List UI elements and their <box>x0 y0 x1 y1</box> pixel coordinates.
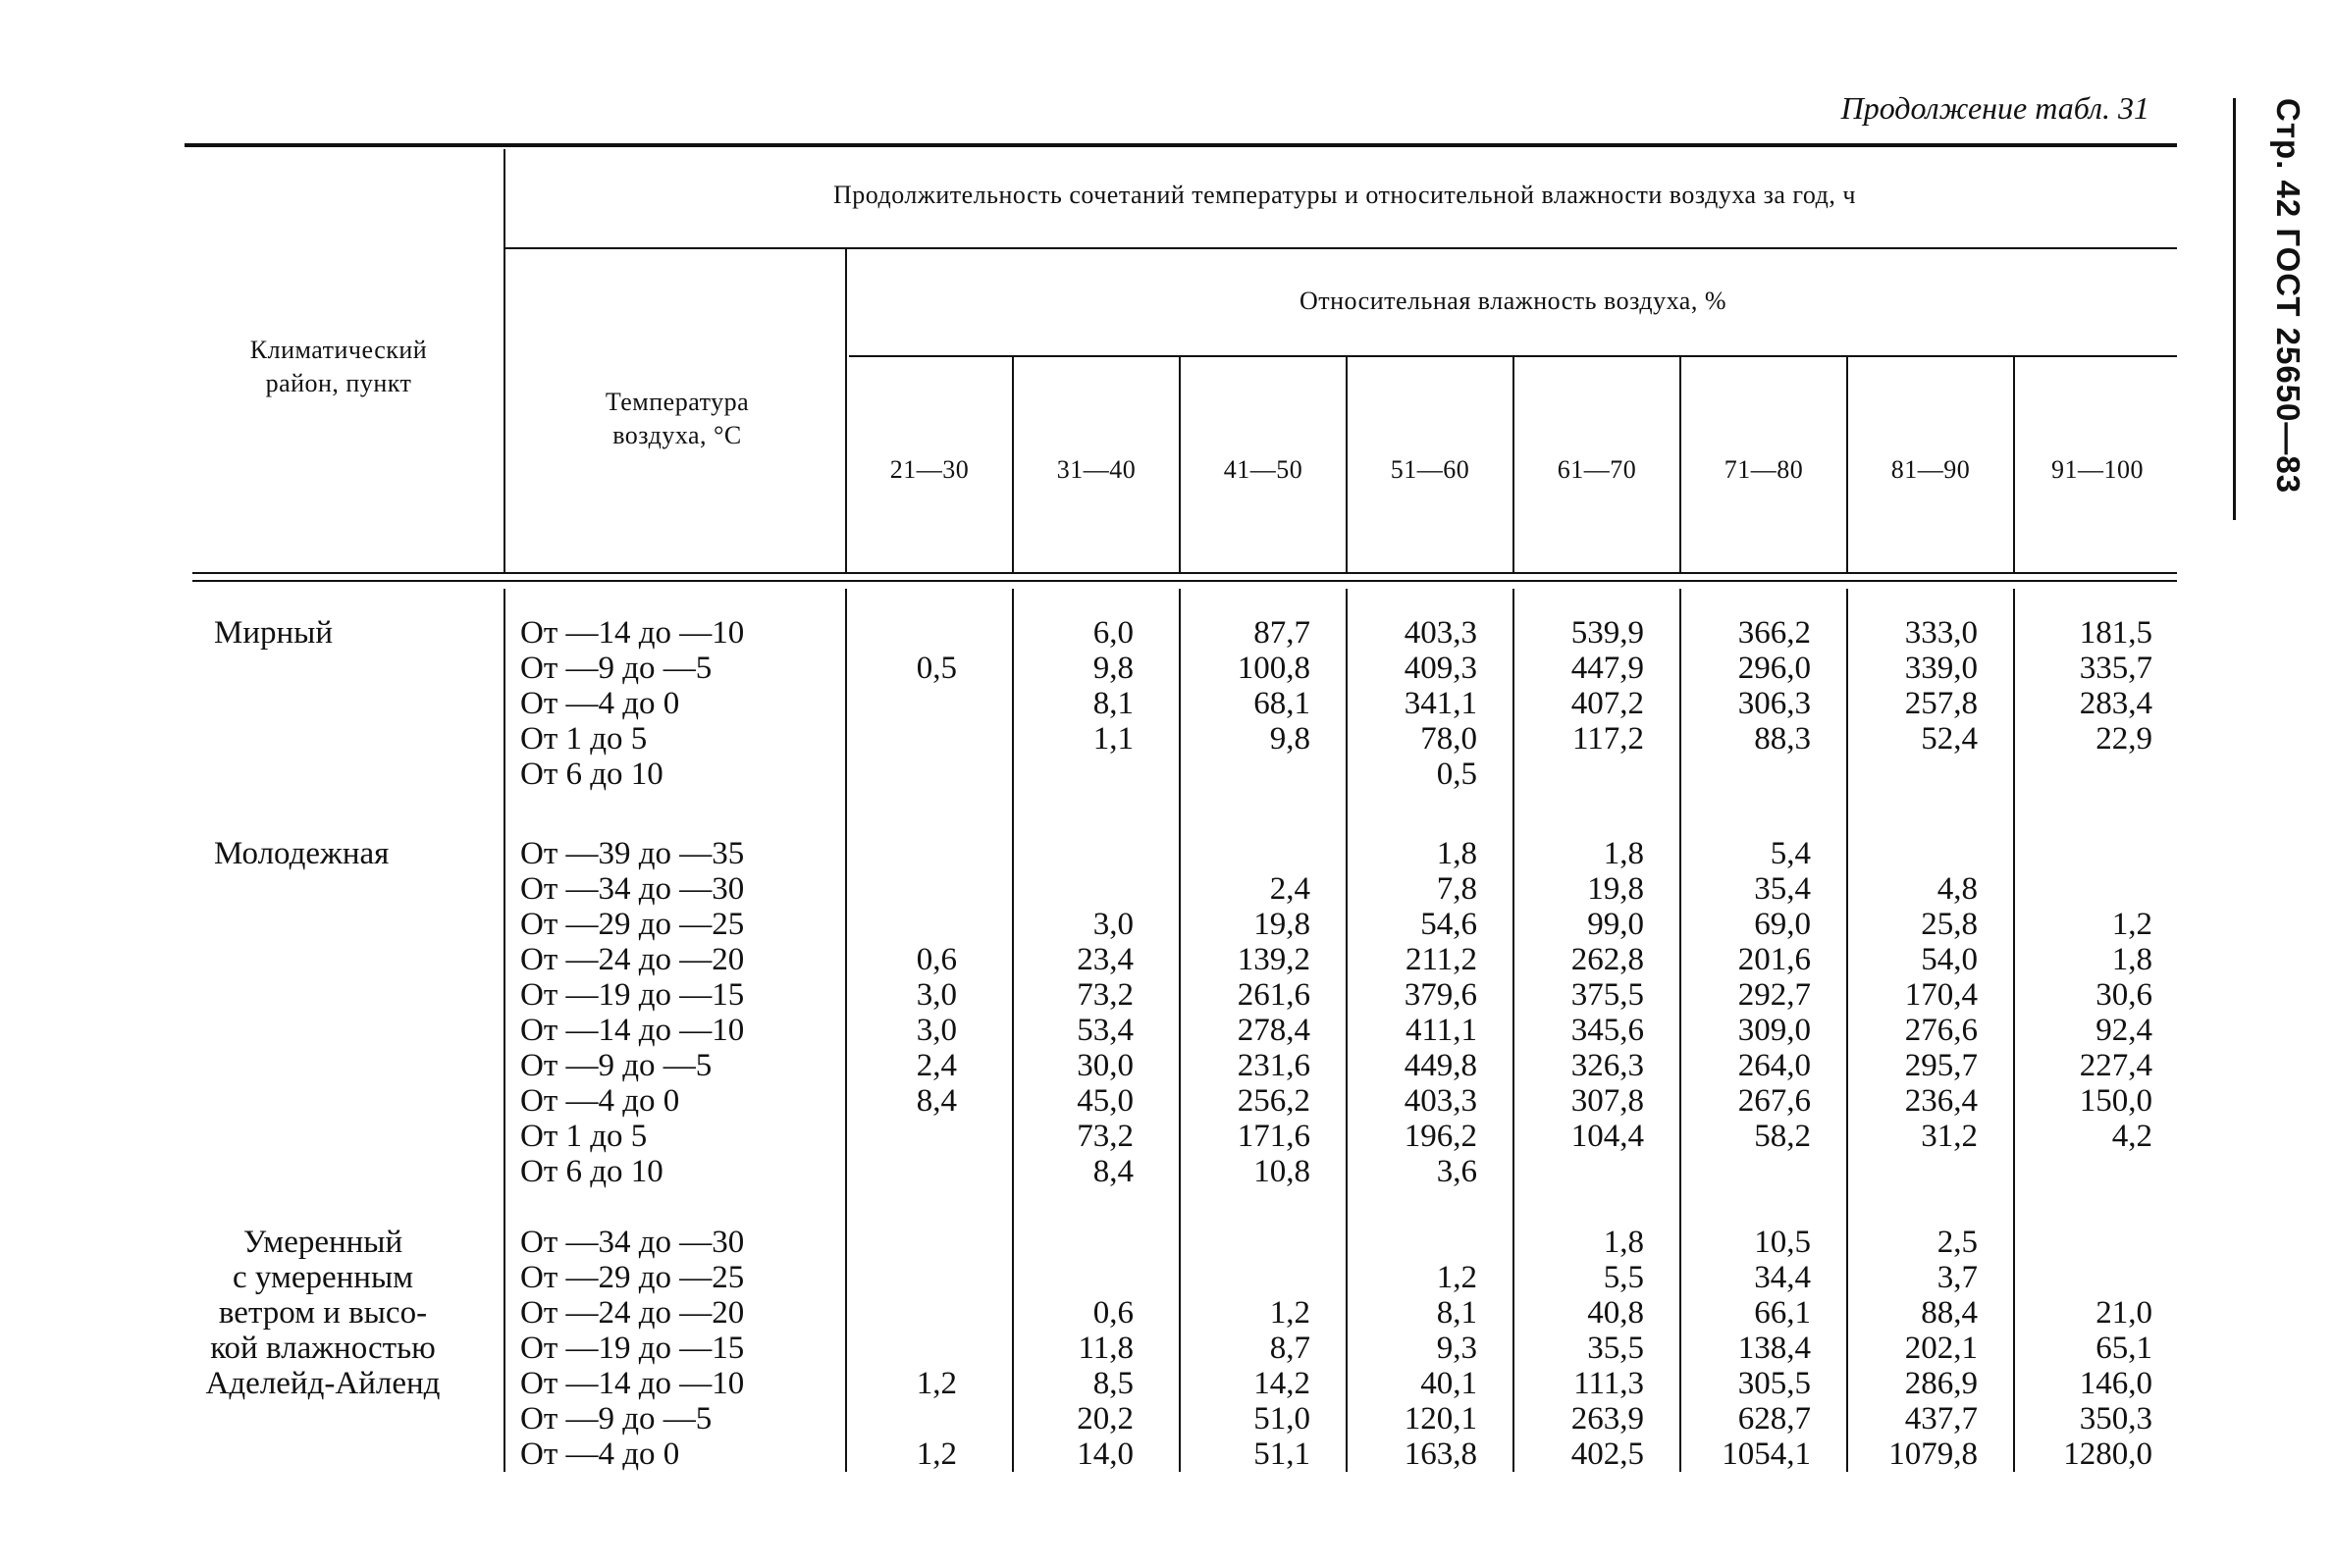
temp-range: От —29 до —25 <box>520 907 745 942</box>
value-cell: 1,8 <box>1603 1225 1644 1260</box>
value-cell: 1,2 <box>916 1366 957 1401</box>
value-cell: 276,6 <box>1904 1013 1978 1048</box>
value-cell: 447,9 <box>1570 651 1644 686</box>
region-adelaide-island <box>157 1225 489 1401</box>
value-cell: 3,0 <box>916 977 957 1013</box>
value-cell: 7,8 <box>1436 871 1477 907</box>
region-line: ветром и высо- <box>218 1295 428 1331</box>
value-cell: 4,8 <box>1936 871 1978 907</box>
value-cell: 87,7 <box>1253 615 1310 651</box>
value-cell <box>2015 836 2152 871</box>
value-cell: 326,3 <box>1570 1048 1644 1083</box>
value-cell: 3,7 <box>1936 1260 1978 1295</box>
value-cell: 11,8 <box>1078 1331 1134 1366</box>
mirny-col-21-30 <box>847 615 957 792</box>
value-cell: 100,8 <box>1237 651 1310 686</box>
value-cell: 411,1 <box>1405 1013 1477 1048</box>
value-cell: 181,5 <box>2079 615 2152 651</box>
value-cell: 403,3 <box>1404 615 1477 651</box>
value-cell: 263,9 <box>1570 1401 1644 1437</box>
value-cell <box>1181 757 1310 792</box>
value-cell: 138,4 <box>1737 1331 1811 1366</box>
value-cell: 111,3 <box>1573 1366 1644 1401</box>
value-cell: 45,0 <box>1077 1083 1134 1119</box>
value-cell <box>847 1225 957 1260</box>
value-cell: 309,0 <box>1737 1013 1811 1048</box>
mirny-col-31-40 <box>1014 615 1134 792</box>
temp-range: От —24 до —20 <box>520 1295 745 1331</box>
value-cell: 51,1 <box>1253 1437 1310 1472</box>
value-cell <box>847 1260 957 1295</box>
value-cell: 403,3 <box>1404 1083 1477 1119</box>
value-cell: 8,7 <box>1269 1331 1310 1366</box>
header-bottom-rule-1 <box>192 572 2177 574</box>
region-line: Аделейд-Айленд <box>205 1366 441 1401</box>
value-cell: 375,5 <box>1570 977 1644 1013</box>
region-line: с умеренным <box>232 1260 413 1295</box>
value-cell <box>1181 1225 1310 1260</box>
molodezhnaya-col-31-40 <box>1014 836 1134 1189</box>
value-cell: 283,4 <box>2079 686 2152 721</box>
value-cell: 8,4 <box>916 1083 957 1119</box>
mirny-col-81-90 <box>1848 615 1978 792</box>
value-cell <box>1348 1225 1477 1260</box>
value-cell: 295,7 <box>1904 1048 1978 1083</box>
value-cell: 261,6 <box>1237 977 1310 1013</box>
temp-range: От —34 до —30 <box>520 1225 745 1260</box>
value-cell: 10,8 <box>1253 1154 1310 1189</box>
value-cell: 19,8 <box>1587 871 1644 907</box>
adelaide-col-41-50 <box>1181 1225 1310 1472</box>
temp-range: От —9 до —5 <box>520 1401 713 1437</box>
value-cell <box>847 615 957 651</box>
value-cell <box>1681 1154 1811 1189</box>
region-column-header: Климатический район, пункт <box>249 336 428 397</box>
value-cell: 8,4 <box>1092 1154 1134 1189</box>
page-side-label: Стр. 42 ГОСТ 25650—83 <box>2270 98 2307 495</box>
value-cell <box>1014 1260 1134 1295</box>
value-cell: 402,5 <box>1570 1437 1644 1472</box>
adelaide-col-51-60 <box>1348 1225 1477 1472</box>
value-cell: 54,6 <box>1420 907 1477 942</box>
value-cell <box>2015 757 2152 792</box>
value-cell: 120,1 <box>1404 1401 1477 1437</box>
humidity-title: Относительная влажность воздуха, % <box>1299 287 1727 315</box>
value-cell: 171,6 <box>1237 1119 1310 1154</box>
value-cell: 1280,0 <box>2063 1437 2152 1472</box>
value-cell: 1,2 <box>2111 907 2152 942</box>
temp-range: От —4 до 0 <box>520 686 680 721</box>
value-cell <box>1848 1154 1978 1189</box>
duration-title: Продолжительность сочетаний температуры и относительной влажности воздуха за год, ч <box>833 181 1856 209</box>
value-cell <box>847 836 957 871</box>
molodezhnaya-col-21-30 <box>847 836 957 1189</box>
value-cell: 20,2 <box>1077 1401 1134 1437</box>
adelaide-col-71-80 <box>1681 1225 1811 1472</box>
header-vline-temp <box>845 249 847 572</box>
temps-adelaide-island <box>520 1225 744 1472</box>
value-cell: 379,6 <box>1404 977 1477 1013</box>
value-cell: 9,8 <box>1092 651 1134 686</box>
value-cell <box>2015 871 2152 907</box>
value-cell: 1079,8 <box>1888 1437 1978 1472</box>
region-line: Умеренный <box>242 1225 403 1260</box>
value-cell: 40,1 <box>1420 1366 1477 1401</box>
mirny-col-41-50 <box>1181 615 1310 792</box>
value-cell: 22,9 <box>2095 721 2152 757</box>
value-cell: 35,5 <box>1587 1331 1644 1366</box>
humidity-range-31-40: 31—40 <box>1056 455 1137 484</box>
value-cell: 73,2 <box>1077 1119 1134 1154</box>
value-cell: 307,8 <box>1570 1083 1644 1119</box>
value-cell: 236,4 <box>1904 1083 1978 1119</box>
value-cell: 25,8 <box>1921 907 1978 942</box>
value-cell: 99,0 <box>1587 907 1644 942</box>
value-cell: 366,2 <box>1737 615 1811 651</box>
value-cell: 264,0 <box>1737 1048 1811 1083</box>
value-cell: 333,0 <box>1904 615 1978 651</box>
value-cell <box>847 721 957 757</box>
region-line: Молодежная <box>214 836 390 871</box>
adelaide-col-91-100 <box>2015 1225 2152 1472</box>
value-cell <box>847 686 957 721</box>
value-cell: 257,8 <box>1904 686 1978 721</box>
value-cell: 227,4 <box>2079 1048 2152 1083</box>
value-cell <box>847 1154 957 1189</box>
value-cell <box>1514 757 1644 792</box>
value-cell <box>1181 1260 1310 1295</box>
humidity-range-41-50: 41—50 <box>1223 455 1303 484</box>
duration-title-rule <box>505 247 2177 249</box>
value-cell: 437,7 <box>1904 1401 1978 1437</box>
humidity-range-61-70: 61—70 <box>1557 455 1637 484</box>
value-cell: 170,4 <box>1904 977 1978 1013</box>
value-cell: 65,1 <box>2095 1331 2152 1366</box>
mirny-col-71-80 <box>1681 615 1811 792</box>
mirny-col-51-60 <box>1348 615 1477 792</box>
temp-range: От —14 до —10 <box>520 1366 745 1401</box>
value-cell: 2,4 <box>916 1048 957 1083</box>
value-cell: 350,3 <box>2079 1401 2152 1437</box>
temp-range: От —39 до —35 <box>520 836 745 871</box>
value-cell: 35,4 <box>1754 871 1811 907</box>
humidity-range-21-30: 21—30 <box>889 455 970 484</box>
value-cell <box>847 1295 957 1331</box>
temp-range: От —19 до —15 <box>520 977 745 1013</box>
value-cell: 3,0 <box>916 1013 957 1048</box>
value-cell: 267,6 <box>1737 1083 1811 1119</box>
value-cell: 14,2 <box>1253 1366 1310 1401</box>
molodezhnaya-col-71-80 <box>1681 836 1811 1189</box>
value-cell: 1,8 <box>1603 836 1644 871</box>
region-line: кой влажностью <box>210 1331 436 1366</box>
value-cell: 30,0 <box>1077 1048 1134 1083</box>
value-cell: 5,5 <box>1603 1260 1644 1295</box>
value-cell: 88,3 <box>1754 721 1811 757</box>
value-cell: 8,1 <box>1436 1295 1477 1331</box>
value-cell <box>847 757 957 792</box>
temp-range: От —29 до —25 <box>520 1260 745 1295</box>
value-cell: 146,0 <box>2079 1366 2152 1401</box>
value-cell: 1,2 <box>1269 1295 1310 1331</box>
value-cell: 1,1 <box>1092 721 1134 757</box>
adelaide-col-61-70 <box>1514 1225 1644 1472</box>
mirny-col-91-100 <box>2015 615 2152 792</box>
value-cell <box>847 871 957 907</box>
value-cell: 31,2 <box>1921 1119 1978 1154</box>
value-cell: 278,4 <box>1237 1013 1310 1048</box>
value-cell: 8,5 <box>1092 1366 1134 1401</box>
top-rule <box>185 143 2177 147</box>
temp-range: От —4 до 0 <box>520 1083 680 1119</box>
value-cell: 0,5 <box>1436 757 1477 792</box>
temps-mirny <box>520 615 744 792</box>
value-cell: 30,6 <box>2095 977 2152 1013</box>
value-cell: 2,4 <box>1269 871 1310 907</box>
value-cell: 53,4 <box>1077 1013 1134 1048</box>
value-cell: 139,2 <box>1237 942 1310 977</box>
temp-range: От —9 до —5 <box>520 1048 713 1083</box>
value-cell: 0,6 <box>1092 1295 1134 1331</box>
value-cell: 6,0 <box>1092 615 1134 651</box>
value-cell: 5,4 <box>1770 836 1811 871</box>
value-cell <box>1848 836 1978 871</box>
value-cell: 3,0 <box>1092 907 1134 942</box>
value-cell: 201,6 <box>1737 942 1811 977</box>
value-cell: 54,0 <box>1921 942 1978 977</box>
value-cell: 19,8 <box>1253 907 1310 942</box>
temp-range: От —24 до —20 <box>520 942 745 977</box>
side-rule <box>2233 98 2236 520</box>
temps-molodezhnaya <box>520 836 744 1189</box>
value-cell: 150,0 <box>2079 1083 2152 1119</box>
value-cell: 52,4 <box>1921 721 1978 757</box>
adelaide-col-21-30 <box>847 1225 957 1472</box>
humidity-range-81-90: 81—90 <box>1890 455 1971 484</box>
region-molodezhnaya <box>214 836 546 871</box>
value-cell: 196,2 <box>1404 1119 1477 1154</box>
humidity-range-51-60: 51—60 <box>1390 455 1470 484</box>
value-cell: 256,2 <box>1237 1083 1310 1119</box>
value-cell: 34,4 <box>1754 1260 1811 1295</box>
value-cell <box>1681 757 1811 792</box>
value-cell <box>1014 757 1134 792</box>
molodezhnaya-col-41-50 <box>1181 836 1310 1189</box>
value-cell: 231,6 <box>1237 1048 1310 1083</box>
value-cell <box>1181 836 1310 871</box>
value-cell: 73,2 <box>1077 977 1134 1013</box>
value-cell: 306,3 <box>1737 686 1811 721</box>
value-cell: 286,9 <box>1904 1366 1978 1401</box>
value-cell <box>847 907 957 942</box>
value-cell: 0,5 <box>916 651 957 686</box>
value-cell: 4,2 <box>2111 1119 2152 1154</box>
temp-range: От —14 до —10 <box>520 1013 745 1048</box>
table-continuation-caption: Продолжение табл. 31 <box>1840 90 2149 126</box>
value-cell: 202,1 <box>1904 1331 1978 1366</box>
temperature-column-header: Температура воздуха, °С <box>605 388 750 449</box>
molodezhnaya-col-91-100 <box>2015 836 2152 1189</box>
value-cell: 305,5 <box>1737 1366 1811 1401</box>
molodezhnaya-col-61-70 <box>1514 836 1644 1189</box>
value-cell: 345,6 <box>1570 1013 1644 1048</box>
value-cell: 628,7 <box>1737 1401 1811 1437</box>
temp-range: От —19 до —15 <box>520 1331 745 1366</box>
value-cell: 539,9 <box>1570 615 1644 651</box>
value-cell: 58,2 <box>1754 1119 1811 1154</box>
header-bottom-rule-2 <box>192 580 2177 582</box>
value-cell: 1,8 <box>2111 942 2152 977</box>
temp-range: От 6 до 10 <box>520 1154 663 1189</box>
value-cell: 21,0 <box>2095 1295 2152 1331</box>
value-cell: 262,8 <box>1570 942 1644 977</box>
value-cell <box>1514 1154 1644 1189</box>
value-cell: 3,6 <box>1436 1154 1477 1189</box>
value-cell <box>847 1331 957 1366</box>
value-cell: 88,4 <box>1921 1295 1978 1331</box>
value-cell: 1,8 <box>1436 836 1477 871</box>
value-cell <box>2015 1260 2152 1295</box>
temp-range: От —9 до —5 <box>520 651 713 686</box>
value-cell: 9,3 <box>1436 1331 1477 1366</box>
value-cell <box>1848 757 1978 792</box>
value-cell: 163,8 <box>1404 1437 1477 1472</box>
value-cell: 9,8 <box>1269 721 1310 757</box>
temp-range: От 1 до 5 <box>520 721 648 757</box>
value-cell: 341,1 <box>1404 686 1477 721</box>
value-cell: 409,3 <box>1404 651 1477 686</box>
value-cell: 40,8 <box>1587 1295 1644 1331</box>
value-cell: 14,0 <box>1077 1437 1134 1472</box>
value-cell: 68,1 <box>1253 686 1310 721</box>
value-cell <box>2015 1225 2152 1260</box>
value-cell: 292,7 <box>1737 977 1811 1013</box>
mirny-col-61-70 <box>1514 615 1644 792</box>
value-cell <box>2015 1154 2152 1189</box>
value-cell: 117,2 <box>1571 721 1644 757</box>
value-cell <box>847 1119 957 1154</box>
temp-range: От 1 до 5 <box>520 1119 648 1154</box>
value-cell: 449,8 <box>1404 1048 1477 1083</box>
value-cell: 10,5 <box>1754 1225 1811 1260</box>
value-cell: 51,0 <box>1253 1401 1310 1437</box>
value-cell: 66,1 <box>1754 1295 1811 1331</box>
value-cell: 0,6 <box>916 942 957 977</box>
value-cell: 211,2 <box>1405 942 1477 977</box>
molodezhnaya-col-51-60 <box>1348 836 1477 1189</box>
region-mirny <box>214 615 546 651</box>
value-cell: 339,0 <box>1904 651 1978 686</box>
humidity-range-71-80: 71—80 <box>1724 455 1804 484</box>
value-cell <box>1014 836 1134 871</box>
molodezhnaya-col-81-90 <box>1848 836 1978 1189</box>
temp-range: От —34 до —30 <box>520 871 745 907</box>
value-cell: 69,0 <box>1754 907 1811 942</box>
value-cell: 92,4 <box>2095 1013 2152 1048</box>
value-cell: 8,1 <box>1092 686 1134 721</box>
value-cell <box>1014 1225 1134 1260</box>
value-cell: 1054,1 <box>1722 1437 1811 1472</box>
value-cell: 335,7 <box>2079 651 2152 686</box>
adelaide-col-31-40 <box>1014 1225 1134 1472</box>
value-cell: 2,5 <box>1936 1225 1978 1260</box>
temp-range: От 6 до 10 <box>520 757 663 792</box>
value-cell: 1,2 <box>1436 1260 1477 1295</box>
temp-range: От —14 до —10 <box>520 615 745 651</box>
value-cell: 78,0 <box>1420 721 1477 757</box>
adelaide-col-81-90 <box>1848 1225 1978 1472</box>
body-vline-region <box>504 589 505 1472</box>
region-line: Мирный <box>214 615 333 651</box>
temp-range: От —4 до 0 <box>520 1437 680 1472</box>
value-cell: 1,2 <box>916 1437 957 1472</box>
value-cell: 23,4 <box>1077 942 1134 977</box>
value-cell <box>847 1401 957 1437</box>
header-vline-region <box>504 149 505 572</box>
value-cell: 407,2 <box>1570 686 1644 721</box>
value-cell: 104,4 <box>1570 1119 1644 1154</box>
humidity-range-91-100: 91—100 <box>2051 455 2144 484</box>
value-cell: 296,0 <box>1737 651 1811 686</box>
value-cell <box>1014 871 1134 907</box>
